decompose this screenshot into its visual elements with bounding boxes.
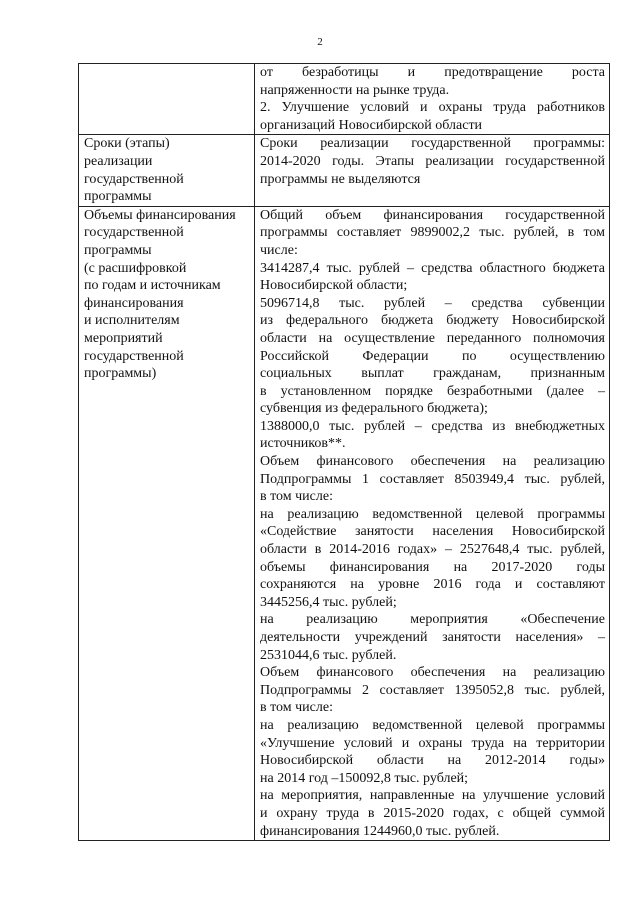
row2-label-cell [79,135,255,206]
label-line: Сроки (этапы) [84,136,170,152]
text-line: Объем финансового обеспечения на реализацию [260,454,605,470]
label-line: и исполнителям [84,313,180,329]
text-line: области в 2014-2016 годах» – 2527648,4 тыс. рублей, [260,542,605,558]
label-line: программы [84,189,152,205]
label-line: государственной [84,348,184,364]
text-line: от безработицы и предотвращение роста [260,65,605,80]
text-line: Сроки реализации государственной программы: [260,136,605,152]
text-line: 2014-2020 годы. Этапы реализации государственной [260,153,605,169]
label-line: государственной [84,171,184,187]
text-line: на реализацию ведомственной целевой программы [260,717,605,733]
text-line: Общий объем финансирования государственной [260,207,605,223]
text-line: Объем финансового обеспечения на реализацию [260,665,605,681]
text-line: источников**. [260,436,346,452]
table-row-goals [79,64,610,135]
text-line: 2. Улучшение условий и охраны труда работников [260,100,605,116]
text-line: субвенция из федерального бюджета); [260,401,488,417]
label-line: (с расшифровкой [84,260,187,276]
text-line: Подпрограммы 1 составляет 8503949,4 тыс. рублей, [260,471,605,487]
row1-label-cell [79,64,255,135]
text-line: Подпрограммы 2 составляет 1395052,8 тыс. рублей, [260,682,605,698]
row1-content-cell [255,64,610,135]
text-line: на мероприятия, направленные на улучшение условий [260,788,605,804]
page-number: 2 [317,36,323,48]
label-line: финансирования [84,295,184,311]
text-line: Новосибирской области на 2012-2014 годы» [260,753,605,769]
text-line: на 2014 год –150092,8 тыс. рублей; [260,770,469,786]
label-line: программы) [84,366,157,382]
text-line: деятельности учреждений занятости населения» – [260,630,605,645]
passport-table [78,63,610,841]
label-line: мероприятий [84,330,163,346]
text-line: сохраняются на уровне 2016 года и составляют [260,577,605,593]
text-line: 1388000,0 тыс. рублей – средства из внебюджетных [260,418,605,434]
text-line: программы не выделяются [260,171,421,187]
label-line: Объемы финансирования [84,207,236,223]
text-line: на реализацию ведомственной целевой программы [260,506,605,522]
text-line: 5096714,8 тыс. рублей – средства субвенции [260,295,605,311]
text-line: объемы финансирования на 2017-2020 годы [260,559,605,575]
row3-label-cell [79,206,255,840]
text-line: финансирования 1244960,0 тыс. рублей. [260,823,500,839]
text-line: в установленном порядке безработными (далее – [260,383,605,399]
text-line: в том числе: [260,700,333,716]
row3-content-cell [255,206,610,840]
text-line: «Улучшение условий и охраны труда на территории [260,735,605,751]
text-line: 2531044,6 тыс. рублей. [260,647,397,663]
text-line: из федерального бюджета бюджету Новосибирской [260,313,605,329]
text-line: Новосибирской области; [260,278,408,294]
text-line: в том числе: [260,489,333,505]
text-line: на реализацию мероприятия «Обеспечение [260,612,605,628]
table-row-terms [79,135,610,206]
text-line: социальных выплат гражданам, признанным [260,366,605,382]
label-line: по годам и источникам [84,278,221,294]
text-line: Российской Федерации по осуществлению [260,348,605,364]
text-line: программы составляет 9899002,2 тыс. рублей, в том [260,225,605,241]
text-line: 3414287,4 тыс. рублей – средства областного бюджета [260,260,605,276]
label-line: государственной [84,225,184,241]
text-line: организаций Новосибирской области [260,117,483,133]
table-row-funding [79,206,610,840]
label-line: программы [84,242,152,258]
text-line: напряженности на рынке труда. [260,82,450,98]
text-line: области на осуществление переданного полномочия [260,330,605,346]
label-line: реализации [84,153,153,169]
row2-content-cell [255,135,610,206]
text-line: «Содействие занятости населения Новосибирской [260,524,605,540]
text-line: числе: [260,242,298,258]
text-line: 3445256,4 тыс. рублей; [260,594,397,610]
text-line: и охрану труда в 2015-2020 годах, с общей суммой [260,805,605,821]
